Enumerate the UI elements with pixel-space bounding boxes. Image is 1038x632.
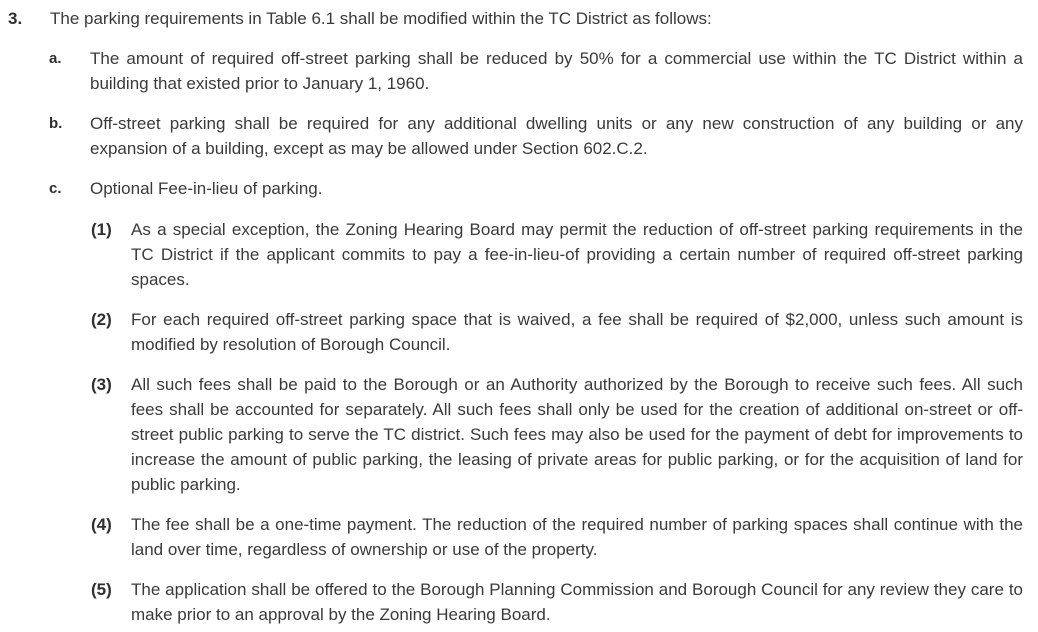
subitem-text: As a special exception, the Zoning Hearing Board may permit the reduction of off-street parking requirements in the TC District if the applicant commits to pay a fee-in-lieu-of providing a certain number of required off-street parking spaces. <box>131 220 1023 289</box>
subitem-3 <box>91 372 1023 497</box>
section-3 <box>8 6 1028 31</box>
section-number: 3. <box>8 9 23 28</box>
subitem-label: (5) <box>91 580 112 599</box>
subitem-label: (3) <box>91 375 112 394</box>
subitem-5 <box>91 577 1023 627</box>
subitem-label: (1) <box>91 220 112 239</box>
subitem-text: The fee shall be a one-time payment. The reduction of the required number of parking spaces shall continue with the land over time, regardless of ownership or use of the property. <box>131 515 1023 559</box>
subitem-label: (4) <box>91 515 112 534</box>
subitem-text: For each required off-street parking space that is waived, a fee shall be required of $2,000, unless such amount is modified by resolution of Borough Council. <box>131 310 1023 354</box>
list-item-b <box>49 111 1023 161</box>
subitem-text: The application shall be offered to the Borough Planning Commission and Borough Council for any review they care to make prior to an approval by the Zoning Hearing Board. <box>131 580 1023 624</box>
subitem-label: (2) <box>91 310 112 329</box>
item-label: a. <box>49 50 62 67</box>
item-text: Off-street parking shall be required for any additional dwelling units or any new construction of any building or any expansion of a building, except as may be allowed under Section 602.C.2. <box>90 114 1023 158</box>
subitem-text: All such fees shall be paid to the Borough or an Authority authorized by the Borough to receive such fees. All such fees shall be accounted for separately. All such fees shall only be used for the creation of additional on-street or off-street public parking to serve the TC district. Such fees may also be used for the payment of debt for improvements to increase the amount of public parking, the leasing of private areas for public parking, or for the acquisition of land for public parking. <box>131 375 1023 494</box>
subitem-2 <box>91 307 1023 357</box>
item-text: The amount of required off-street parking shall be reduced by 50% for a commercial use within the TC District within a building that existed prior to January 1, 1960. <box>90 49 1023 93</box>
section-intro: The parking requirements in Table 6.1 shall be modified within the TC District as follows: <box>50 9 712 28</box>
item-text: Optional Fee-in-lieu of parking. <box>90 179 323 198</box>
subitem-4 <box>91 512 1023 562</box>
list-item-a <box>49 46 1023 96</box>
item-label: b. <box>49 115 63 132</box>
item-label: c. <box>49 180 62 197</box>
list-item-c <box>49 176 1023 201</box>
subitem-1 <box>91 217 1023 292</box>
